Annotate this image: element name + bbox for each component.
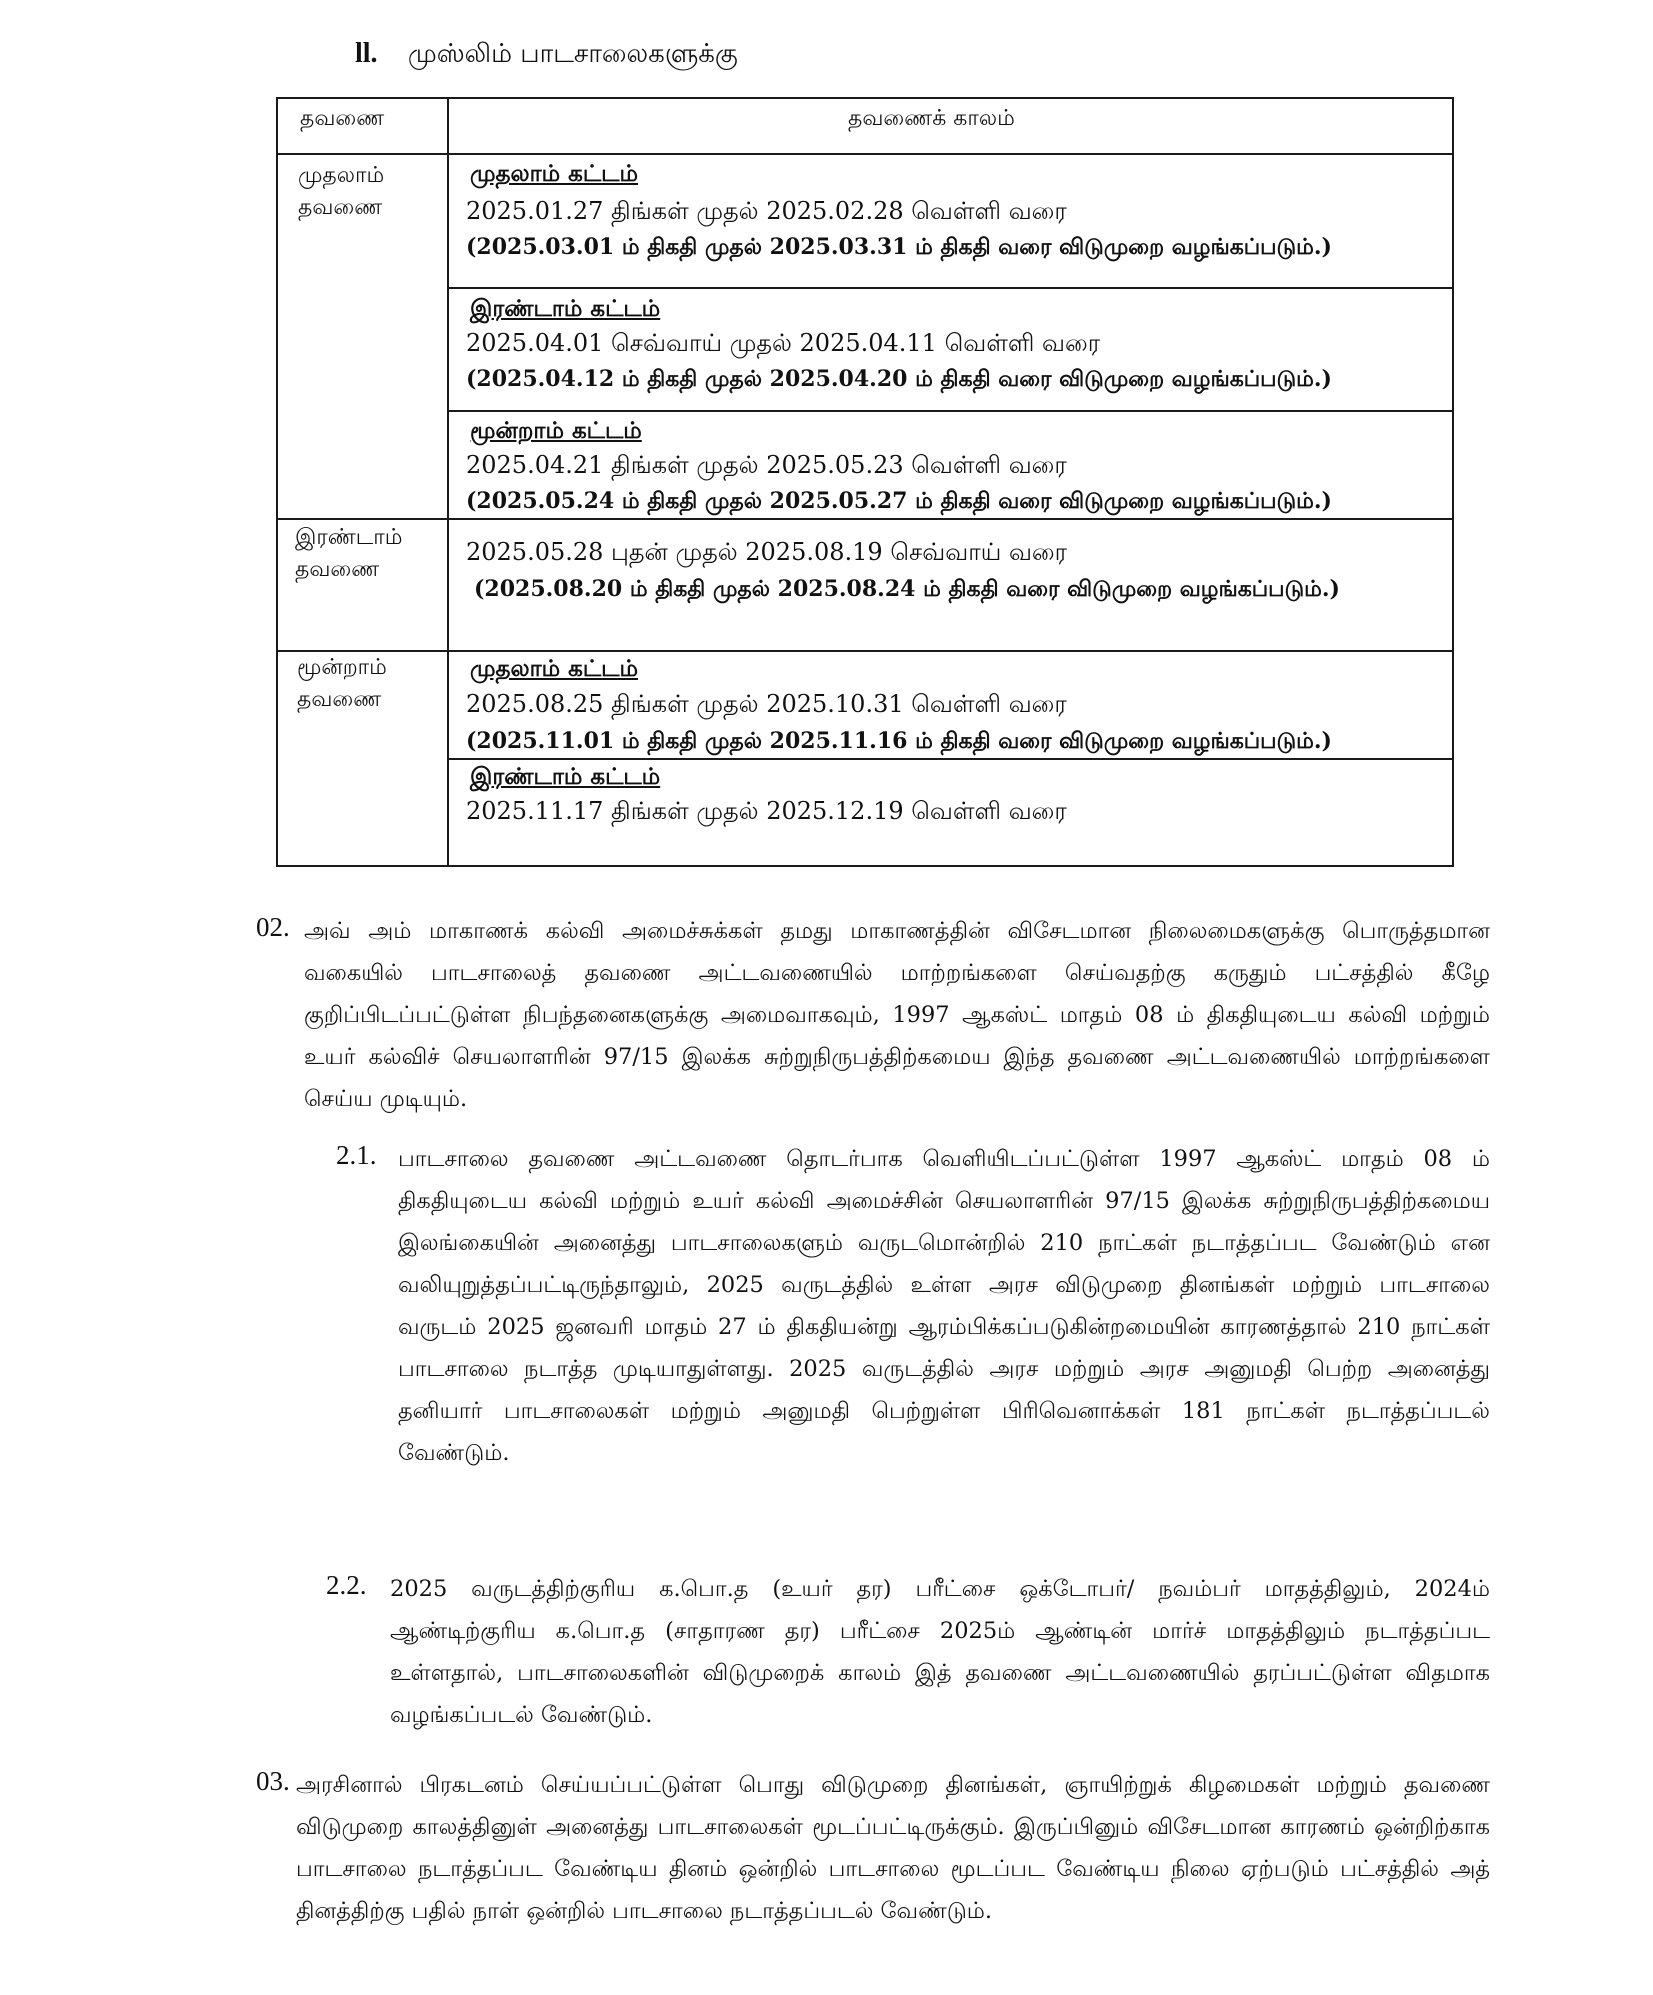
term-1-label: முதலாம் தவணை <box>298 163 385 220</box>
section-heading <box>355 38 738 72</box>
term-3-label: மூன்றாம் தவணை <box>297 655 387 712</box>
term-1-phase-2-period: 2025.04.01 செவ்வாய் முதல் 2025.04.11 வெள்ளி வரை <box>466 329 1101 357</box>
term-1-phase-3-period: 2025.04.21 திங்கள் முதல் 2025.05.23 வெள்ளி வரை <box>466 451 1067 479</box>
section-03-text: அரசினால் பிரகடனம் செய்யப்பட்டுள்ள பொது விடுமுறை தினங்கள், ஞாயிற்றுக் கிழமைகள் மற்றும் தவணை விடுமுறை காலத்தினுள் அனைத்து பாடசாலைகள் மூடப்பட்டிருக்கும். இருப்பினும் விசேடமான காரணம் ஒன்றிற்காக பாடசாலை நடாத்தப்பட வேண்டிய தினம் ஒன்றில் பாடசாலை மூடப்பட வேண்டிய நிலை ஏற்படும் பட்சத்தில் அத் தினத்திற்கு பதில் நாள் ஒன்றில் பாடசாலை நடாத்தப்படல் வேண்டும். <box>296 1772 1490 1924</box>
term-1-phase-1-title: முதலாம் கட்டம் <box>470 160 638 187</box>
section-2-2-text: 2025 வருடத்திற்குரிய க.பொ.த (உயர் தர) பரீட்சை ஒக்டோபர்/ நவம்பர் மாதத்திலும், 2024ம் ஆண்டிற்குரிய க.பொ.த (சாதாரண தர) பரீட்சை 2025ம் ஆண்டின் மார்ச் மாதத்திலும் நடாத்தப்பட உள்ளதால், பாடசாலைகளின் விடுமுறைக் காலம் இத் தவணை அட்டவணையில் தரப்பட்டுள்ள விதமாக வழங்கப்படல் வேண்டும். <box>390 1576 1490 1728</box>
term-1-phase-3-holiday: (2025.05.24 ம் திகதி முதல் 2025.05.27 ம் திகதி வரை விடுமுறை வழங்கப்படும்.) <box>466 488 1332 514</box>
header-term: தவணை <box>300 106 385 131</box>
section-02-text: அவ் அம் மாகாணக் கல்வி அமைச்சுக்கள் தமது மாகாணத்தின் விசேடமான நிலைமைகளுக்கு பொருத்தமான வகையில் பாடசாலைத் தவணை அட்டவணையில் மாற்றங்களை செய்வதற்கு கருதும் பட்சத்தில் கீழே குறிப்பிடப்பட்டுள்ள நிபந்தனைகளுக்கு அமைவாகவும், 1997 ஆகஸ்ட் மாதம் 08 ம் திகதியுடைய கல்வி மற்றும் உயர் கல்விச் செயலாளரின் 97/15 இலக்க சுற்றுநிருபத்திற்கமைய இந்த தவணை அட்டவணையில் மாற்றங்களை செய்ய முடியும். <box>304 918 1490 1112</box>
term-2-label: இரண்டாம் தவணை <box>295 525 403 582</box>
term-3-phase-1-holiday: (2025.11.01 ம் திகதி முதல் 2025.11.16 ம் திகதி வரை விடுமுறை வழங்கப்படும்.) <box>466 728 1332 754</box>
term-1-phase-2-title: இரண்டாம் கட்டம் <box>470 295 661 322</box>
term-2-holiday: (2025.08.20 ம் திகதி முதல் 2025.08.24 ம் திகதி வரை விடுமுறை வழங்கப்படும்.) <box>474 576 1340 602</box>
section-heading-number: ll. <box>355 38 378 69</box>
term-1-phase-1-period: 2025.01.27 திங்கள் முதல் 2025.02.28 வெள்ளி வரை <box>466 197 1067 225</box>
term-1-phase-1-holiday: (2025.03.01 ம் திகதி முதல் 2025.03.31 ம் திகதி வரை விடுமுறை வழங்கப்படும்.) <box>466 234 1332 260</box>
term-3-phase-1-title: முதலாம் கட்டம் <box>470 655 638 682</box>
term-3-phase-1-period: 2025.08.25 திங்கள் முதல் 2025.10.31 வெள்ளி வரை <box>466 690 1067 718</box>
term-1-phase-2-holiday: (2025.04.12 ம் திகதி முதல் 2025.04.20 ம் திகதி வரை விடுமுறை வழங்கப்படும்.) <box>466 366 1332 392</box>
section-02-number: 02. <box>256 912 290 942</box>
section-2-2-number: 2.2. <box>326 1570 367 1600</box>
section-2-1-text: பாடசாலை தவணை அட்டவணை தொடர்பாக வெளியிடப்பட்டுள்ள 1997 ஆகஸ்ட் மாதம் 08 ம் திகதியுடைய கல்வி மற்றும் உயர் கல்வி அமைச்சின் செயலாளரின் 97/15 இலக்க சுற்றுநிருபத்திற்கமைய இலங்கையின் அனைத்து பாடசாலைகளும் வருடமொன்றில் 210 நாட்கள் நடாத்தப்பட வேண்டும் என வலியுறுத்தப்பட்டிருந்தாலும், 2025 வருடத்தில் உள்ள அரச விடுமுறை தினங்கள் மற்றும் பாடசாலை வருடம் 2025 ஜனவரி மாதம் 27 ம் திகதியன்று ஆரம்பிக்கப்படுகின்றமையின் காரணத்தால் 210 நாட்கள் பாடசாலை நடாத்த முடியாதுள்ளது. 2025 வருடத்தில் அரச மற்றும் அரச அனுமதி பெற்ற அனைத்து தனியார் பாடசாலைகள் மற்றும் அனுமதி பெற்றுள்ள பிரிவெனாக்கள் 181 நாட்கள் நடாத்தப்படல் வேண்டும். <box>398 1146 1490 1466</box>
header-term-period: தவணைக் காலம் <box>848 106 1015 131</box>
section-03-number: 03. <box>256 1766 290 1796</box>
term-3-phase-2-period: 2025.11.17 திங்கள் முதல் 2025.12.19 வெள்ளி வரை <box>466 797 1067 825</box>
section-heading-title: முஸ்லிம் பாடசாலைகளுக்கு <box>407 39 738 69</box>
term-1-phase-3-title: மூன்றாம் கட்டம் <box>470 417 642 444</box>
section-2-1-number: 2.1. <box>336 1140 377 1170</box>
term-3-phase-2-title: இரண்டாம் கட்டம் <box>470 763 661 790</box>
term-2-period: 2025.05.28 புதன் முதல் 2025.08.19 செவ்வாய் வரை <box>466 538 1068 566</box>
